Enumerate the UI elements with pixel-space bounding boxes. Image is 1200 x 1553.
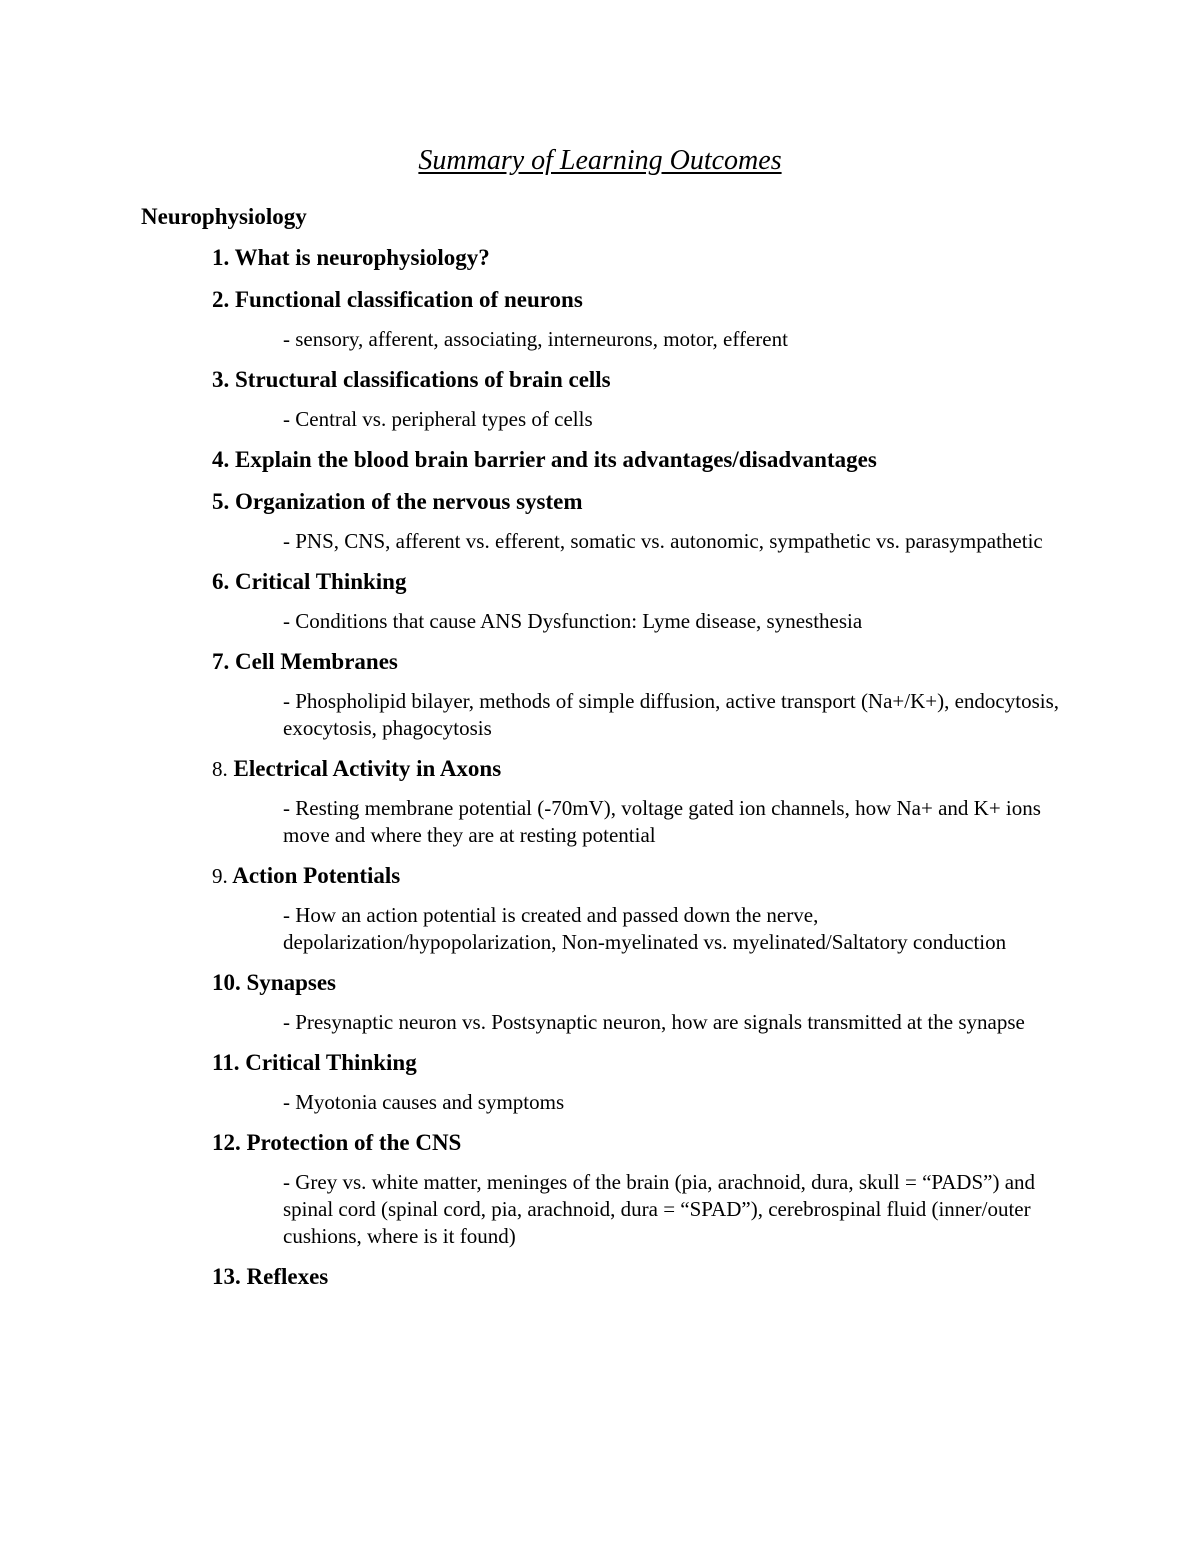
outcome-item-1 — [212, 243, 1072, 273]
outcome-number: 2. — [212, 287, 230, 312]
outcome-number: 11. — [212, 1050, 240, 1075]
outcome-item-9 — [212, 861, 1072, 956]
outcome-title: What is neurophysiology? — [234, 245, 490, 270]
outcome-item-5 — [212, 487, 1072, 555]
outcome-item-2 — [212, 285, 1072, 353]
outcome-title: Functional classification of neurons — [235, 287, 583, 312]
outcome-number: 1. — [212, 245, 230, 270]
outcome-detail: - Presynaptic neuron vs. Postsynaptic neuron, how are signals transmitted at the synapse — [283, 1010, 1025, 1034]
outcome-item-12 — [212, 1128, 1072, 1250]
outcome-title: Explain the blood brain barrier and its advantages/disadvantages — [235, 447, 877, 472]
outcome-item-6 — [212, 567, 1072, 635]
outcome-number: 6. — [212, 569, 230, 594]
outcome-item-11 — [212, 1048, 1072, 1116]
outcome-item-3 — [212, 365, 1072, 433]
learning-outcomes-list — [212, 243, 1072, 1304]
outcome-detail: - How an action potential is created and passed down the nerve, depolarization/hypopolarization, Non-myelinated vs. myelinated/Saltatory conduction — [283, 903, 1007, 954]
outcome-title: Organization of the nervous system — [235, 489, 583, 514]
outcome-item-4 — [212, 445, 1072, 475]
outcome-title: Structural classifications of brain cells — [235, 367, 611, 392]
outcome-detail: - Myotonia causes and symptoms — [283, 1090, 565, 1114]
outcome-number: 3. — [212, 367, 230, 392]
outcome-title: Cell Membranes — [235, 649, 398, 674]
outcome-title: Critical Thinking — [235, 569, 407, 594]
outcome-number: 4. — [212, 447, 230, 472]
outcome-detail: - Grey vs. white matter, meninges of the brain (pia, arachnoid, dura, skull = “PADS”) and spinal cord (spinal cord, pia, arachnoid, dura = “SPAD”), cerebrospinal fluid (inner/outer cushions, where is it found) — [283, 1170, 1036, 1248]
outcome-title: Critical Thinking — [245, 1050, 417, 1075]
outcome-item-8 — [212, 754, 1072, 849]
outcome-title: Protection of the CNS — [246, 1130, 462, 1155]
document-title: Summary of Learning Outcomes — [418, 145, 782, 176]
outcome-detail: - Central vs. peripheral types of cells — [283, 407, 593, 431]
outcome-detail: - Conditions that cause ANS Dysfunction: Lyme disease, synesthesia — [283, 609, 863, 633]
outcome-number: 8. — [212, 757, 228, 781]
outcome-number: 7. — [212, 649, 230, 674]
outcome-detail: - Resting membrane potential (-70mV), voltage gated ion channels, how Na+ and K+ ions move and where they are at resting potential — [283, 796, 1041, 847]
outcome-detail: - sensory, afferent, associating, interneurons, motor, efferent — [283, 327, 788, 351]
section-heading: Neurophysiology — [141, 204, 307, 229]
outcome-number: 12. — [212, 1130, 241, 1155]
outcome-title: Synapses — [246, 970, 336, 995]
outcome-number: 5. — [212, 489, 230, 514]
outcome-number: 9. — [212, 864, 228, 888]
outcome-number: 13. — [212, 1264, 241, 1289]
outcome-detail: - Phospholipid bilayer, methods of simple diffusion, active transport (Na+/K+), endocytosis, exocytosis, phagocytosis — [283, 689, 1060, 740]
outcome-item-13 — [212, 1262, 1072, 1292]
outcome-title: Reflexes — [246, 1264, 329, 1289]
outcome-title: Action Potentials — [232, 863, 401, 888]
outcome-title: Electrical Activity in Axons — [233, 756, 502, 781]
outcome-item-7 — [212, 647, 1072, 742]
outcome-item-10 — [212, 968, 1072, 1036]
outcome-detail: - PNS, CNS, afferent vs. efferent, somatic vs. autonomic, sympathetic vs. parasympathetic — [283, 529, 1043, 553]
outcome-number: 10. — [212, 970, 241, 995]
